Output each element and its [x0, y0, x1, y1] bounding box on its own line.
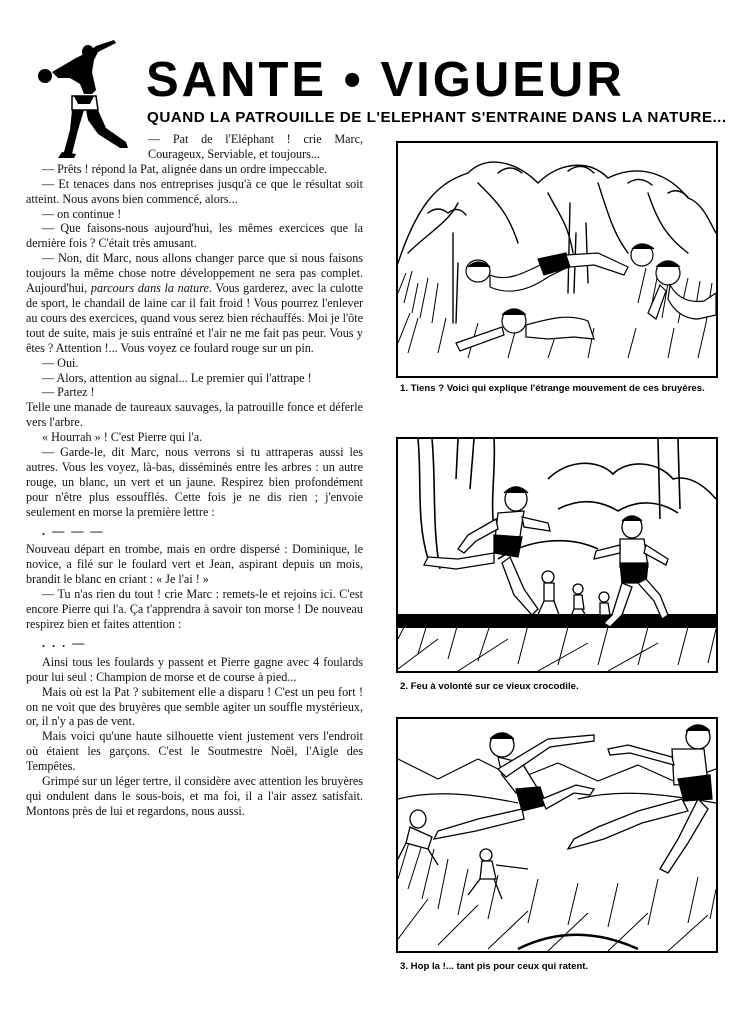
story-paragraph: Mais où est la Pat ? subitement elle a disparu ! C'est un peu fort ! on ne voit que des bruyères que semble agiter un souffle mystérieux, or, il n'y a pas de vent.	[26, 684, 363, 729]
morse-signal: . . . —	[42, 635, 87, 650]
illustration-caption-3: 3. Hop la !... tant pis pour ceux qui ratent.	[400, 961, 589, 972]
story-paragraph: Mais voici qu'une haute silhouette vient justement vers l'endroit où étaient les garçons. C'est le Soutmestre Noël, l'Aigle des Tempêtes.	[26, 729, 363, 774]
story-paragraph: Grimpé sur un léger tertre, il considère avec attention les bruyères qui ondulent dans le sous-bois, et ma foi, il a l'air assez satisfait. Montons près de lui et regardons, nous aussi.	[26, 774, 363, 818]
story-text: . Vous garderez, avec la culotte de sport, le chandail de laine car il fait froid ! Vous pourrez l'enlever au cours des exercices, quand vous serez bien réchauffés. Moi je l'ôte tout de suite, mais je suis entraîné et l'air ne me fait pas peur. Vous y êtes ? Attention !... Vous voyez ce foulard rouge sur un pin.	[26, 281, 363, 355]
story-paragraph: — Que faisons-nous aujourd'hui, les mêmes exercices que la dernière fois ? C'était très amusant.	[26, 221, 363, 251]
hurdle-jump-drawing	[398, 719, 716, 951]
illustration-caption-1: 1. Tiens ? Voici qui explique l'étrange mouvement de ces bruyères.	[400, 383, 705, 394]
story-paragraph: — Garde-le, dit Marc, nous verrons si tu attraperas aussi les autres. Vous les voyez, là-bas, disséminés entre les arbres : un autre rouge, un blanc, un vert et un jaune. Respirez bien profondément pour n'être plus essoufflés. Cette fois je ne dis rien ; j'envoie seulement en morse la première lettre :	[26, 445, 363, 519]
story-paragraph: — Et tenaces dans nos entreprises jusqu'à ce que le résultat soit atteint. Nous avons bien commencé, alors...	[26, 176, 363, 206]
story-paragraph: — Oui.	[42, 355, 79, 370]
heather-crawl-drawing	[398, 143, 716, 376]
story-paragraph: — Prêts ! répond la Pat, alignée dans un ordre impeccable.	[42, 161, 328, 176]
shot-ball	[38, 69, 52, 83]
story-paragraph: — Alors, attention au signal... Le premier qui l'attrape !	[42, 370, 312, 385]
story-paragraph: — Partez !	[42, 385, 95, 400]
story-text: — Non, dit Marc, nous allons changer parce que si nous faisons toujours la même chose notre développement ne sera pas complet. Aujourd'hui,	[26, 251, 363, 296]
story-paragraph-route	[26, 251, 363, 355]
illustration-heather-crawl	[396, 141, 718, 378]
page-subtitle: QUAND LA PATROUILLE DE L'ELEPHANT S'ENTRAINE DANS LA NATURE...	[147, 109, 727, 126]
story-emphasis: parcours dans la nature	[90, 281, 209, 296]
crocodile-game-drawing	[398, 439, 716, 671]
story-paragraph: Telle une manade de taureaux sauvages, la patrouille fonce et déferle vers l'arbre.	[26, 400, 363, 430]
story-paragraph: — Pat de l'Eléphant ! crie Marc, Courageux, Serviable, et toujours...	[148, 132, 363, 161]
illustration-hurdle-jump	[396, 717, 718, 953]
story-paragraph: — Tu n'as rien du tout ! crie Marc : remets-le et rejoins ici. C'est encore Pierre qui l'a. Ça t'apprendra à savoir ton morse ! De nouveau respirez bien et faites attention :	[26, 587, 363, 631]
story-paragraph: Ainsi tous les foulards y passent et Pierre gagne avec 4 foulards pour lui seul : Champion de morse et de course à pied...	[26, 654, 363, 684]
story-paragraph: — on continue !	[42, 206, 122, 221]
story-paragraph: Nouveau départ en trombe, mais en ordre dispersé : Dominique, le novice, a filé sur le foulard vert et Jean, aspirant depuis un mois, brandit le blanc en criant : « Je l'ai ! »	[26, 542, 363, 587]
illustration-crocodile-game	[396, 437, 718, 673]
story-paragraph: « Hourrah » ! C'est Pierre qui l'a.	[42, 430, 203, 445]
illustration-caption-2: 2. Feu à volonté sur ce vieux crocodile.	[400, 681, 579, 692]
page-title: SANTE • VIGUEUR	[146, 53, 625, 107]
morse-signal: . — — —	[42, 523, 105, 538]
story-column	[26, 132, 363, 987]
